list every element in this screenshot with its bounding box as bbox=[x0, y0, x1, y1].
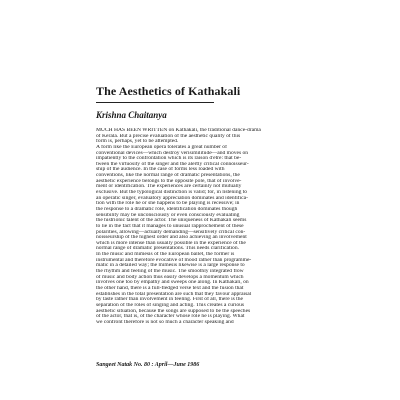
body-line: to lie in the fact that it manages to unusual rapprochement of these bbox=[96, 223, 244, 229]
body-line: ment or identification. The experiences are certainly not mutually bbox=[96, 184, 242, 190]
body-line: of music and body action thus easily develops a momentum which bbox=[96, 274, 244, 280]
body-line: of the actor, that is, of the character whose role he is playing. What bbox=[96, 314, 245, 320]
body-line: tween the virtuosity of the singer and the alertly critical connoisseur- bbox=[96, 161, 249, 167]
body-line: sensibility may be unconsciously or even consciously evaluating bbox=[96, 212, 240, 218]
body-line: of Kerala. But a precise evaluation of the aesthetic quality of this bbox=[96, 133, 241, 139]
body-line: we confront therefore is not so much a character speaking and bbox=[96, 319, 234, 325]
body-line: separation of the roles of singing and acting. This creates a curious bbox=[96, 302, 245, 308]
body-line: the response to a dramatic role, identification dominates though bbox=[96, 206, 238, 212]
body-line: A form like the European opera tolerates a great number of bbox=[96, 144, 227, 150]
body-line: In the music and mimesis of the European ballet, the former is bbox=[96, 252, 235, 258]
body-line: the rhythm and feeling of the music. The smoothly integrated flow bbox=[96, 269, 244, 275]
body-line: by taste rather than involvement in feeling. First of all, there is the bbox=[96, 297, 243, 303]
body-line: conventions, like the normal range of dramatic presentations, the bbox=[96, 173, 240, 179]
journal-footer: Sangeet Natak No. 80 : April—June 1986 bbox=[96, 362, 200, 368]
body-line: instrumental and therefore evocative of mood rather than programme- bbox=[96, 257, 252, 263]
body-line: ship of the audience. In the case of forms less loaded with bbox=[96, 167, 225, 173]
body-line: an operatic singer, evaluatory appreciation dominates and identifica- bbox=[96, 195, 248, 201]
article-author: Krishna Chaitanya bbox=[96, 110, 167, 120]
body-line: form is, perhaps, yet to be attempted. bbox=[96, 139, 179, 145]
body-line: aesthetic experience belongs to the opposite pole, that of involve- bbox=[96, 178, 242, 184]
article-title: The Aesthetics of Kathakali bbox=[96, 84, 241, 98]
body-line: establishes in the total presentation are such that they favour appraisal bbox=[96, 291, 252, 297]
body-line: noisseurship of the highest order and also achieving an involvement bbox=[96, 235, 247, 241]
body-line: impatiently to the confrontation which is its raison d'etre: that be- bbox=[96, 156, 242, 162]
body-line: normal range of dramatic presentations. This needs clarification. bbox=[96, 246, 239, 252]
body-line: the histrionic talent of the actor. The uniqueness of Kathakali seems bbox=[96, 218, 247, 224]
body-line: exclusive. But the typological distinction is valid; for, in listening to bbox=[96, 190, 248, 196]
body-line: tion with the role he or she happens to be playing is recessive; in bbox=[96, 201, 240, 207]
body-line: involves one too by empathy and sweeps one along. In Kathakali, on bbox=[96, 280, 249, 286]
body-line: aesthetic situation, because the songs are supposed to be the speeches bbox=[96, 308, 251, 314]
body-line: polarities, allowing—actually demanding—sensitively critical con- bbox=[96, 229, 246, 235]
article-body bbox=[96, 128, 328, 325]
body-line: MUCH HAS BEEN WRITTEN on Kathakali, the traditional dance-drama bbox=[96, 128, 261, 133]
title-underline bbox=[96, 102, 214, 103]
body-line: matic in a detailed way; the mimesis likewise is a large response to bbox=[96, 263, 245, 269]
body-line: conventional devices—which destroy verisimilitude—and moves on bbox=[96, 150, 249, 156]
body-line: which is more intense than usually possible in the experience of the bbox=[96, 240, 246, 246]
body-line: the other hand, there is a full-fledged verse text and the fusion that bbox=[96, 285, 244, 291]
